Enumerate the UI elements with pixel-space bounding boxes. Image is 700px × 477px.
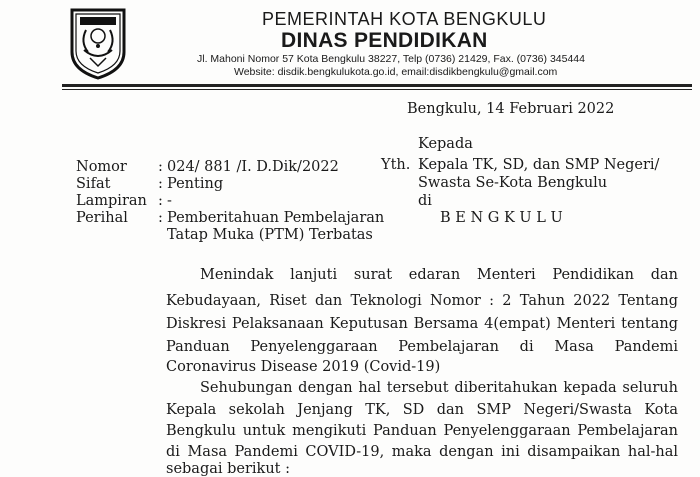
letterhead-divider-thick bbox=[62, 84, 692, 87]
address-line: Jl. Mahoni Nomor 57 Kota Bengkulu 38227, Telp (0736) 21429, Fax. (0736) 345444 bbox=[197, 53, 585, 65]
nomor-colon: : bbox=[158, 159, 163, 175]
government-name: PEMERINTAH KOTA BENGKULU bbox=[262, 9, 547, 29]
paragraph-1-line: Kebudayaan, Riset dan Teknologi Nomor : 2 Tahun 2022 Tentang bbox=[166, 293, 678, 309]
paragraph-1-line: Coronavirus Disease 2019 (Covid-19) bbox=[166, 359, 441, 375]
paragraph-1-line: Diskresi Pelaksanaan Keputusan Bersama 4(empat) Menteri tentang bbox=[166, 316, 678, 332]
lampiran-value: - bbox=[167, 193, 172, 209]
perihal-line-1: Pemberitahuan Pembelajaran bbox=[167, 210, 385, 226]
paragraph-1-line: Panduan Penyelenggaraan Pembelajaran di Masa Pandemi bbox=[166, 339, 678, 355]
lampiran-colon: : bbox=[158, 193, 163, 209]
nomor-value: 024/ 881 /I. D.Dik/2022 bbox=[167, 159, 339, 175]
recipient-kepada: Kepada bbox=[418, 136, 473, 152]
department-name: DINAS PENDIDIKAN bbox=[281, 29, 488, 52]
paragraph-1-line: Menindak lanjuti surat edaran Menteri Pendidikan dan bbox=[200, 267, 678, 283]
paragraph-2-line: sebagai berikut : bbox=[166, 461, 291, 477]
city-emblem-icon bbox=[66, 6, 130, 80]
sifat-label: Sifat bbox=[76, 176, 111, 192]
lampiran-label: Lampiran bbox=[76, 193, 147, 209]
recipient-city: B E N G K U L U bbox=[440, 210, 563, 226]
website-line: Website: disdik.bengkulukota.go.id, email:disdikbengkulu@gmail.com bbox=[234, 66, 558, 78]
paragraph-2-line: Sehubungan dengan hal tersebut diberitahukan kepada seluruh bbox=[200, 380, 678, 396]
perihal-line-2: Tatap Muka (PTM) Terbatas bbox=[167, 227, 373, 243]
paragraph-2-line: Kepala sekolah Jenjang TK, SD dan SMP Negeri/Swasta Kota bbox=[166, 402, 678, 418]
perihal-colon: : bbox=[158, 210, 163, 226]
letterhead-divider-thin bbox=[62, 89, 692, 90]
sifat-value: Penting bbox=[167, 176, 224, 192]
recipient-line-2: Swasta Se-Kota Bengkulu bbox=[418, 175, 608, 191]
recipient-yth: Yth. bbox=[381, 157, 411, 173]
sifat-colon: : bbox=[158, 176, 163, 192]
recipient-line-1: Kepala TK, SD, dan SMP Negeri/ bbox=[418, 157, 660, 173]
perihal-label: Perihal bbox=[76, 210, 128, 226]
nomor-label: Nomor bbox=[76, 159, 127, 175]
paragraph-2-line: di Masa Pandemi COVID-19, maka dengan ini disampaikan hal-hal bbox=[166, 444, 678, 460]
paragraph-2-line: Bengkulu untuk mengikuti Panduan Penyelenggaraan Pembelajaran bbox=[166, 423, 678, 439]
letter-date: Bengkulu, 14 Februari 2022 bbox=[407, 101, 615, 117]
recipient-di: di bbox=[418, 193, 432, 209]
